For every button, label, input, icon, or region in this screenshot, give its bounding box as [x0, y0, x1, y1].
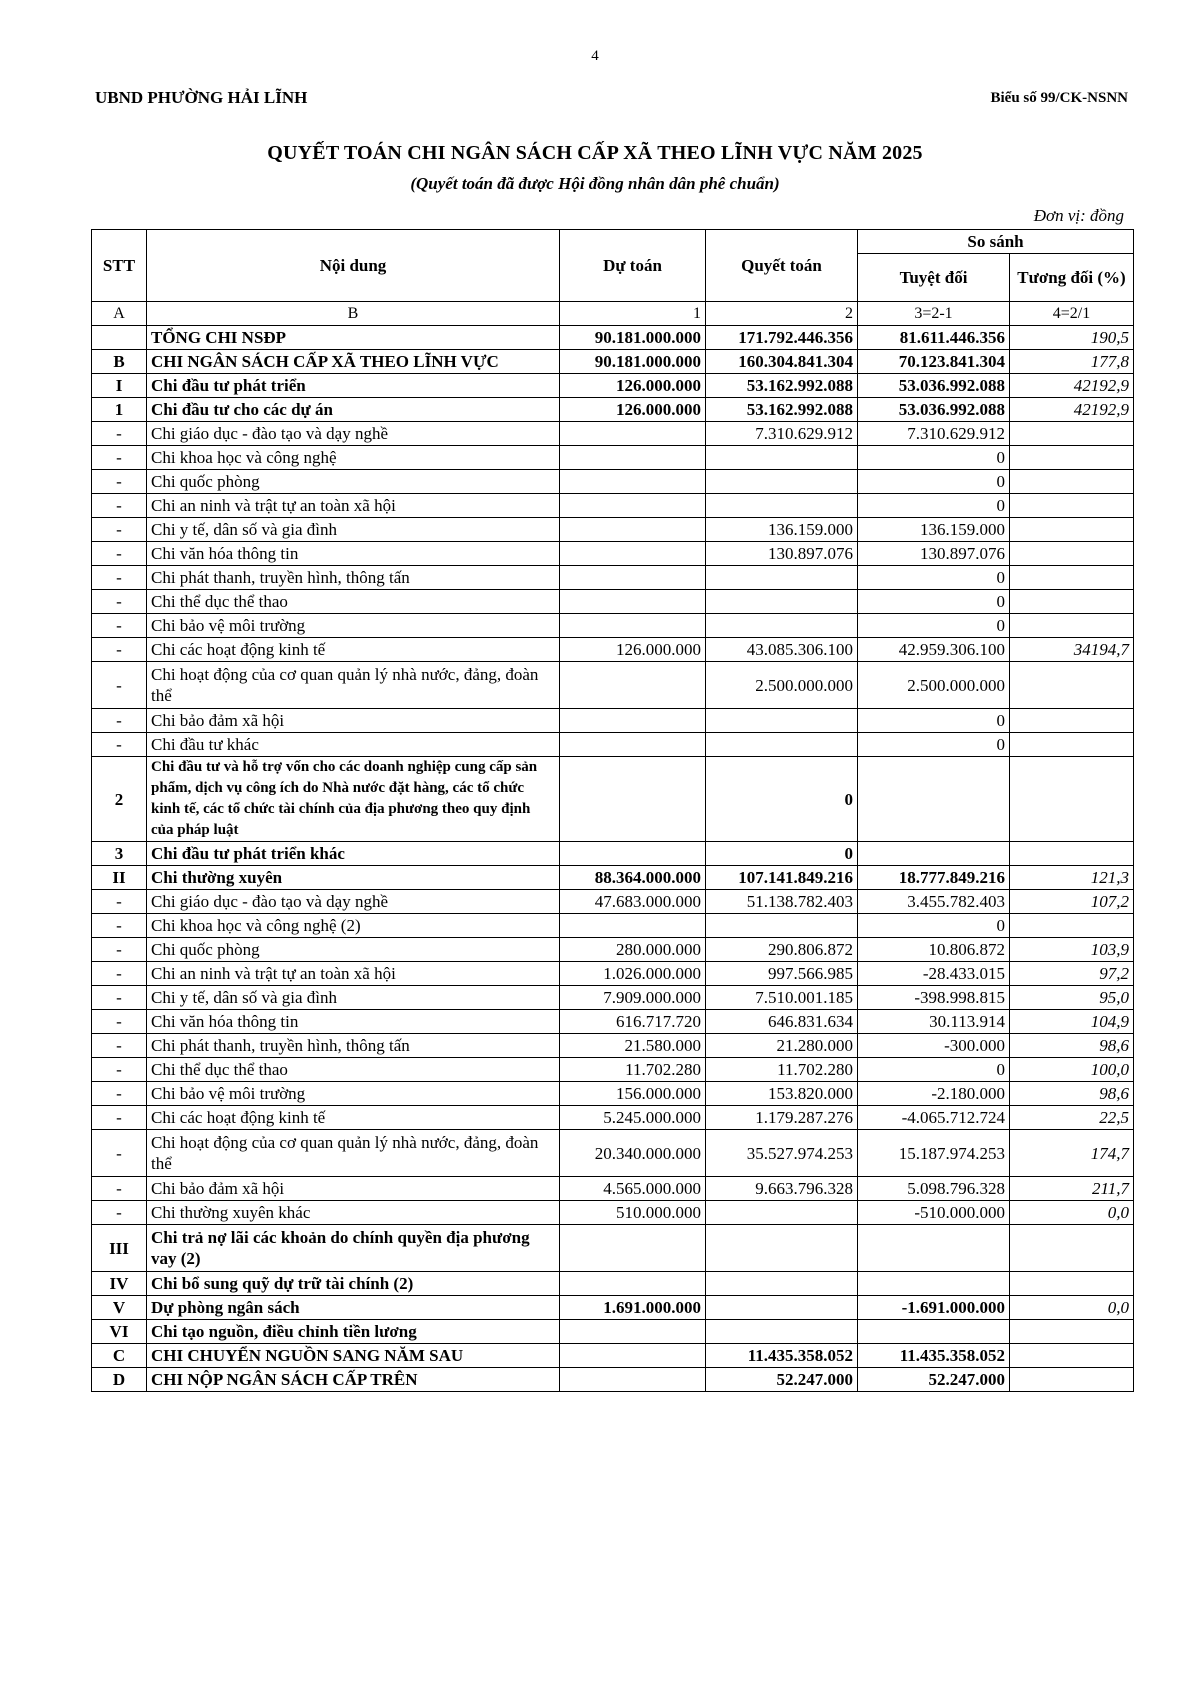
row-content: Chi thể dục thể thao [147, 590, 560, 614]
row-absolute: 18.777.849.216 [858, 866, 1010, 890]
row-content: CHI NGÂN SÁCH CẤP XÃ THEO LĨNH VỰC [147, 350, 560, 374]
row-absolute: 0 [858, 470, 1010, 494]
table-row [92, 398, 1134, 422]
table-row [92, 757, 1134, 842]
row-relative: 100,0 [1010, 1058, 1134, 1082]
row-estimate: 5.245.000.000 [560, 1106, 706, 1130]
header-compare: So sánh [858, 230, 1134, 254]
row-estimate: 156.000.000 [560, 1082, 706, 1106]
row-content: Chi quốc phòng [147, 938, 560, 962]
table-row [92, 938, 1134, 962]
row-stt: - [92, 962, 147, 986]
row-relative [1010, 1320, 1134, 1344]
row-settlement [706, 446, 858, 470]
row-content: TỔNG CHI NSĐP [147, 326, 560, 350]
row-content: Chi hoạt động của cơ quan quản lý nhà nước, đảng, đoàn thể [147, 1130, 560, 1177]
row-settlement [706, 733, 858, 757]
row-absolute: 0 [858, 566, 1010, 590]
row-relative: 211,7 [1010, 1177, 1134, 1201]
row-content: Chi đầu tư phát triển khác [147, 842, 560, 866]
row-absolute: 81.611.446.356 [858, 326, 1010, 350]
row-estimate [560, 590, 706, 614]
row-relative [1010, 422, 1134, 446]
row-absolute: -4.065.712.724 [858, 1106, 1010, 1130]
row-stt: III [92, 1225, 147, 1272]
row-content: Chi giáo dục - đào tạo và dạy nghề [147, 890, 560, 914]
row-settlement: 130.897.076 [706, 542, 858, 566]
row-settlement [706, 914, 858, 938]
row-estimate [560, 1320, 706, 1344]
table-row [92, 1272, 1134, 1296]
table-row [92, 662, 1134, 709]
row-estimate [560, 842, 706, 866]
row-settlement: 53.162.992.088 [706, 398, 858, 422]
row-stt: - [92, 890, 147, 914]
row-estimate [560, 1368, 706, 1392]
row-stt: - [92, 1082, 147, 1106]
row-settlement [706, 566, 858, 590]
row-relative: 98,6 [1010, 1034, 1134, 1058]
row-settlement: 646.831.634 [706, 1010, 858, 1034]
row-stt: B [92, 350, 147, 374]
table-row [92, 542, 1134, 566]
row-settlement [706, 1320, 858, 1344]
row-estimate: 510.000.000 [560, 1201, 706, 1225]
table-row [92, 566, 1134, 590]
table-row [92, 422, 1134, 446]
row-content: Chi phát thanh, truyền hình, thông tấn [147, 1034, 560, 1058]
table-row [92, 1058, 1134, 1082]
row-settlement: 0 [706, 757, 858, 842]
row-stt: - [92, 1201, 147, 1225]
row-relative [1010, 590, 1134, 614]
row-stt: 2 [92, 757, 147, 842]
row-absolute: 2.500.000.000 [858, 662, 1010, 709]
row-relative: 0,0 [1010, 1296, 1134, 1320]
row-absolute: 52.247.000 [858, 1368, 1010, 1392]
row-content: Chi khoa học và công nghệ (2) [147, 914, 560, 938]
table-row [92, 1082, 1134, 1106]
table-row [92, 1177, 1134, 1201]
row-absolute: 7.310.629.912 [858, 422, 1010, 446]
row-absolute: 70.123.841.304 [858, 350, 1010, 374]
row-settlement: 2.500.000.000 [706, 662, 858, 709]
row-stt: - [92, 446, 147, 470]
row-absolute: -28.433.015 [858, 962, 1010, 986]
row-estimate [560, 614, 706, 638]
table-row [92, 518, 1134, 542]
row-stt: - [92, 662, 147, 709]
row-estimate [560, 518, 706, 542]
table-row [92, 866, 1134, 890]
row-stt: I [92, 374, 147, 398]
table-row [92, 1320, 1134, 1344]
row-settlement: 43.085.306.100 [706, 638, 858, 662]
row-content: Chi bảo vệ môi trường [147, 614, 560, 638]
table-row [92, 326, 1134, 350]
row-absolute: 15.187.974.253 [858, 1130, 1010, 1177]
row-relative [1010, 446, 1134, 470]
row-stt: 1 [92, 398, 147, 422]
row-content: Chi bảo đảm xã hội [147, 1177, 560, 1201]
row-relative [1010, 1272, 1134, 1296]
row-settlement [706, 494, 858, 518]
row-estimate [560, 446, 706, 470]
table-row [92, 986, 1134, 1010]
row-settlement: 153.820.000 [706, 1082, 858, 1106]
row-estimate [560, 494, 706, 518]
document-title: QUYẾT TOÁN CHI NGÂN SÁCH CẤP XÃ THEO LĨNH VỰC NĂM 2025 [267, 142, 923, 164]
row-stt: IV [92, 1272, 147, 1296]
row-content: Chi an ninh và trật tự an toàn xã hội [147, 962, 560, 986]
row-settlement: 1.179.287.276 [706, 1106, 858, 1130]
row-absolute [858, 1272, 1010, 1296]
row-relative: 97,2 [1010, 962, 1134, 986]
row-settlement [706, 470, 858, 494]
row-estimate [560, 1344, 706, 1368]
row-stt: - [92, 1177, 147, 1201]
row-relative [1010, 662, 1134, 709]
row-stt: C [92, 1344, 147, 1368]
form-code: Biểu số 99/CK-NSNN [990, 90, 1128, 106]
row-stt: - [92, 566, 147, 590]
row-relative [1010, 542, 1134, 566]
row-content: Chi tạo nguồn, điều chỉnh tiền lương [147, 1320, 560, 1344]
index-cell: 2 [706, 302, 858, 326]
row-content: Chi đầu tư phát triển [147, 374, 560, 398]
row-estimate: 20.340.000.000 [560, 1130, 706, 1177]
row-content: Chi y tế, dân số và gia đình [147, 518, 560, 542]
row-content: Chi bảo vệ môi trường [147, 1082, 560, 1106]
currency-unit: Đơn vị: đồng [1033, 206, 1124, 225]
row-content: Chi phát thanh, truyền hình, thông tấn [147, 566, 560, 590]
row-absolute: -300.000 [858, 1034, 1010, 1058]
row-absolute: 0 [858, 1058, 1010, 1082]
row-estimate [560, 662, 706, 709]
table-row [92, 590, 1134, 614]
row-settlement: 11.702.280 [706, 1058, 858, 1082]
row-settlement: 997.566.985 [706, 962, 858, 986]
row-content: Chi giáo dục - đào tạo và dạy nghề [147, 422, 560, 446]
row-absolute: 53.036.992.088 [858, 374, 1010, 398]
row-relative: 22,5 [1010, 1106, 1134, 1130]
row-relative [1010, 1368, 1134, 1392]
row-estimate [560, 914, 706, 938]
row-settlement: 52.247.000 [706, 1368, 858, 1392]
row-stt: - [92, 518, 147, 542]
row-stt: - [92, 938, 147, 962]
table-row [92, 733, 1134, 757]
row-stt: - [92, 709, 147, 733]
row-relative: 98,6 [1010, 1082, 1134, 1106]
budget-settlement-table [91, 229, 1134, 1392]
row-absolute: 0 [858, 709, 1010, 733]
row-estimate: 21.580.000 [560, 1034, 706, 1058]
row-stt: - [92, 1106, 147, 1130]
index-cell: A [92, 302, 147, 326]
row-content: Chi trả nợ lãi các khoản do chính quyền địa phương vay (2) [147, 1225, 560, 1272]
row-relative [1010, 1344, 1134, 1368]
row-settlement: 290.806.872 [706, 938, 858, 962]
row-stt: II [92, 866, 147, 890]
row-stt: - [92, 1130, 147, 1177]
agency-name: UBND PHƯỜNG HẢI LĨNH [95, 88, 308, 107]
row-absolute: 130.897.076 [858, 542, 1010, 566]
row-content: Chi an ninh và trật tự an toàn xã hội [147, 494, 560, 518]
row-stt: V [92, 1296, 147, 1320]
row-estimate [560, 566, 706, 590]
header-settlement: Quyết toán [706, 230, 858, 302]
row-estimate [560, 709, 706, 733]
row-estimate: 47.683.000.000 [560, 890, 706, 914]
table-row [92, 350, 1134, 374]
row-absolute: 42.959.306.100 [858, 638, 1010, 662]
row-relative: 42192,9 [1010, 398, 1134, 422]
table-row [92, 1201, 1134, 1225]
row-relative [1010, 733, 1134, 757]
table-row [92, 709, 1134, 733]
row-settlement: 7.310.629.912 [706, 422, 858, 446]
row-settlement [706, 1296, 858, 1320]
row-estimate: 126.000.000 [560, 398, 706, 422]
row-absolute [858, 842, 1010, 866]
row-content: Chi khoa học và công nghệ [147, 446, 560, 470]
row-relative: 107,2 [1010, 890, 1134, 914]
row-absolute: 0 [858, 614, 1010, 638]
row-content: Chi thể dục thể thao [147, 1058, 560, 1082]
row-estimate [560, 470, 706, 494]
table-row [92, 374, 1134, 398]
table-row [92, 962, 1134, 986]
row-content: Chi đầu tư khác [147, 733, 560, 757]
row-content: Chi bổ sung quỹ dự trữ tài chính (2) [147, 1272, 560, 1296]
header-content: Nội dung [147, 230, 560, 302]
row-estimate [560, 757, 706, 842]
table-row [92, 1034, 1134, 1058]
row-relative: 174,7 [1010, 1130, 1134, 1177]
table-row [92, 842, 1134, 866]
row-stt: - [92, 1058, 147, 1082]
row-absolute: 10.806.872 [858, 938, 1010, 962]
row-absolute: 0 [858, 733, 1010, 757]
header-absolute: Tuyệt đối [858, 254, 1010, 302]
row-absolute [858, 1320, 1010, 1344]
table-row [92, 1296, 1134, 1320]
index-cell: 1 [560, 302, 706, 326]
row-stt: - [92, 470, 147, 494]
row-stt: - [92, 1034, 147, 1058]
table-row [92, 1368, 1134, 1392]
row-estimate: 280.000.000 [560, 938, 706, 962]
row-content: Dự phòng ngân sách [147, 1296, 560, 1320]
table-row [92, 494, 1134, 518]
row-stt: - [92, 1010, 147, 1034]
table-row [92, 1225, 1134, 1272]
row-relative [1010, 614, 1134, 638]
row-content: Chi các hoạt động kinh tế [147, 1106, 560, 1130]
row-absolute: 30.113.914 [858, 1010, 1010, 1034]
table-row [92, 890, 1134, 914]
row-absolute: 0 [858, 590, 1010, 614]
page-number: 4 [591, 48, 599, 64]
row-relative [1010, 842, 1134, 866]
row-relative: 103,9 [1010, 938, 1134, 962]
row-absolute: 0 [858, 494, 1010, 518]
row-estimate: 126.000.000 [560, 638, 706, 662]
index-cell: 3=2-1 [858, 302, 1010, 326]
row-relative: 121,3 [1010, 866, 1134, 890]
row-settlement: 9.663.796.328 [706, 1177, 858, 1201]
row-settlement: 53.162.992.088 [706, 374, 858, 398]
row-relative [1010, 914, 1134, 938]
row-absolute [858, 1225, 1010, 1272]
table-row [92, 914, 1134, 938]
row-relative: 34194,7 [1010, 638, 1134, 662]
row-content: Chi văn hóa thông tin [147, 1010, 560, 1034]
row-settlement: 0 [706, 842, 858, 866]
row-content: Chi quốc phòng [147, 470, 560, 494]
row-absolute: 5.098.796.328 [858, 1177, 1010, 1201]
row-absolute: 136.159.000 [858, 518, 1010, 542]
row-estimate: 1.026.000.000 [560, 962, 706, 986]
row-content: Chi hoạt động của cơ quan quản lý nhà nước, đảng, đoàn thể [147, 662, 560, 709]
header-stt: STT [92, 230, 147, 302]
row-estimate: 90.181.000.000 [560, 326, 706, 350]
row-absolute: 3.455.782.403 [858, 890, 1010, 914]
row-settlement: 35.527.974.253 [706, 1130, 858, 1177]
row-estimate [560, 422, 706, 446]
row-content: Chi bảo đảm xã hội [147, 709, 560, 733]
row-estimate: 4.565.000.000 [560, 1177, 706, 1201]
table-row [92, 446, 1134, 470]
row-relative: 95,0 [1010, 986, 1134, 1010]
row-settlement [706, 1272, 858, 1296]
row-relative [1010, 757, 1134, 842]
row-settlement [706, 614, 858, 638]
row-absolute: 0 [858, 914, 1010, 938]
row-relative: 42192,9 [1010, 374, 1134, 398]
row-stt: - [92, 986, 147, 1010]
row-settlement [706, 709, 858, 733]
table-row [92, 614, 1134, 638]
row-estimate [560, 1272, 706, 1296]
row-relative: 104,9 [1010, 1010, 1134, 1034]
row-stt: - [92, 638, 147, 662]
row-absolute: -510.000.000 [858, 1201, 1010, 1225]
row-relative: 0,0 [1010, 1201, 1134, 1225]
row-absolute: 0 [858, 446, 1010, 470]
row-absolute [858, 757, 1010, 842]
table-row [92, 1344, 1134, 1368]
row-settlement: 107.141.849.216 [706, 866, 858, 890]
row-relative [1010, 494, 1134, 518]
row-content: Chi văn hóa thông tin [147, 542, 560, 566]
row-absolute: 11.435.358.052 [858, 1344, 1010, 1368]
row-settlement [706, 1225, 858, 1272]
row-absolute: 53.036.992.088 [858, 398, 1010, 422]
row-estimate: 7.909.000.000 [560, 986, 706, 1010]
row-estimate: 616.717.720 [560, 1010, 706, 1034]
row-settlement [706, 590, 858, 614]
row-relative [1010, 566, 1134, 590]
row-stt: - [92, 590, 147, 614]
row-stt: - [92, 914, 147, 938]
document-subtitle: (Quyết toán đã được Hội đồng nhân dân phê chuẩn) [410, 174, 780, 193]
table-row [92, 1010, 1134, 1034]
row-relative [1010, 518, 1134, 542]
table-row [92, 470, 1134, 494]
row-stt: 3 [92, 842, 147, 866]
row-stt: - [92, 733, 147, 757]
row-content: Chi các hoạt động kinh tế [147, 638, 560, 662]
index-cell: B [147, 302, 560, 326]
row-stt [92, 326, 147, 350]
row-absolute: -398.998.815 [858, 986, 1010, 1010]
table-row [92, 638, 1134, 662]
row-relative [1010, 1225, 1134, 1272]
row-content: CHI CHUYỂN NGUỒN SANG NĂM SAU [147, 1344, 560, 1368]
row-estimate [560, 733, 706, 757]
row-relative [1010, 709, 1134, 733]
table-row [92, 1106, 1134, 1130]
row-settlement: 51.138.782.403 [706, 890, 858, 914]
row-absolute: -2.180.000 [858, 1082, 1010, 1106]
row-stt: - [92, 422, 147, 446]
row-estimate: 11.702.280 [560, 1058, 706, 1082]
row-settlement: 11.435.358.052 [706, 1344, 858, 1368]
row-content: Chi thường xuyên [147, 866, 560, 890]
row-estimate: 90.181.000.000 [560, 350, 706, 374]
header-relative: Tương đối (%) [1010, 254, 1134, 302]
row-relative [1010, 470, 1134, 494]
row-content: CHI NỘP NGÂN SÁCH CẤP TRÊN [147, 1368, 560, 1392]
header-estimate: Dự toán [560, 230, 706, 302]
row-settlement [706, 1201, 858, 1225]
index-cell: 4=2/1 [1010, 302, 1134, 326]
row-stt: - [92, 542, 147, 566]
row-settlement: 21.280.000 [706, 1034, 858, 1058]
row-settlement: 171.792.446.356 [706, 326, 858, 350]
row-stt: D [92, 1368, 147, 1392]
row-content: Chi y tế, dân số và gia đình [147, 986, 560, 1010]
row-content: Chi đầu tư và hỗ trợ vốn cho các doanh nghiệp cung cấp sản phẩm, dịch vụ công ích do Nhà nước đặt hàng, các tổ chức kinh tế, các tổ chức tài chính của địa phương theo quy định của pháp luật [147, 757, 560, 842]
row-relative: 177,8 [1010, 350, 1134, 374]
row-stt: VI [92, 1320, 147, 1344]
row-estimate: 1.691.000.000 [560, 1296, 706, 1320]
row-estimate [560, 542, 706, 566]
row-content: Chi thường xuyên khác [147, 1201, 560, 1225]
table-row [92, 1130, 1134, 1177]
row-settlement: 136.159.000 [706, 518, 858, 542]
row-absolute: -1.691.000.000 [858, 1296, 1010, 1320]
row-estimate [560, 1225, 706, 1272]
row-estimate: 88.364.000.000 [560, 866, 706, 890]
row-settlement: 7.510.001.185 [706, 986, 858, 1010]
row-stt: - [92, 614, 147, 638]
row-stt: - [92, 494, 147, 518]
row-settlement: 160.304.841.304 [706, 350, 858, 374]
row-relative: 190,5 [1010, 326, 1134, 350]
row-estimate: 126.000.000 [560, 374, 706, 398]
row-content: Chi đầu tư cho các dự án [147, 398, 560, 422]
